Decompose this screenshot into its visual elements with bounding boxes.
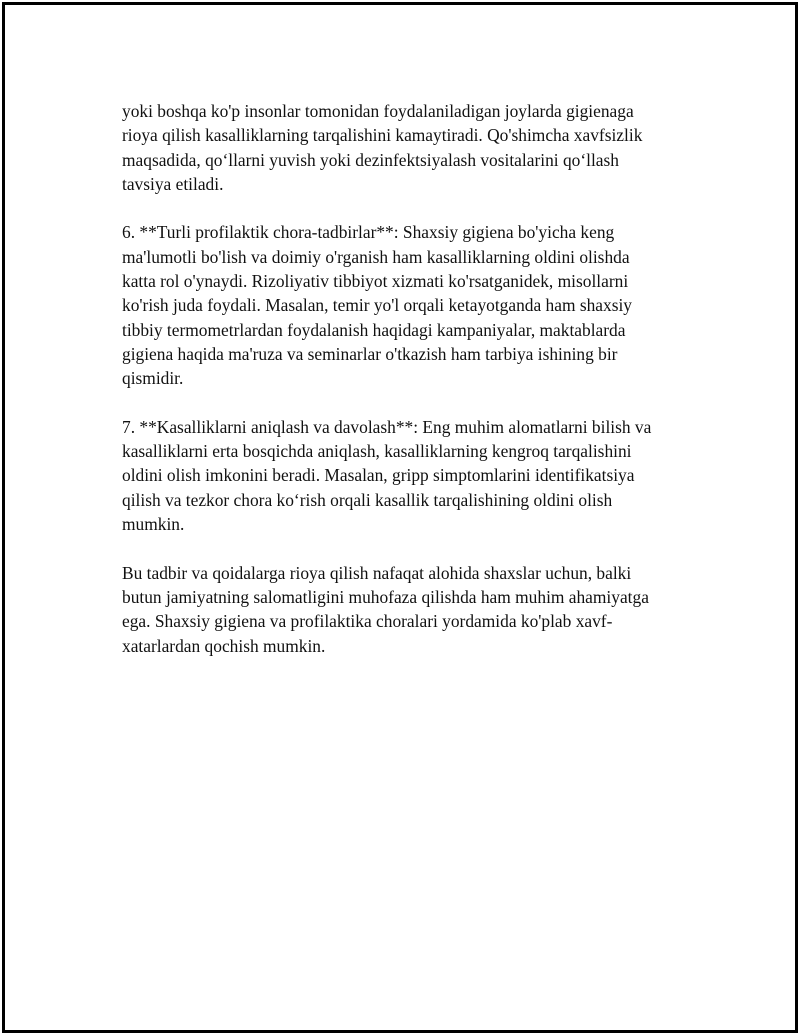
text-line: 7. **Kasalliklarni aniqlash va davolash**: Eng muhim alomatlarni bilish va	[122, 416, 652, 437]
text-line: oldini olish imkonini beradi. Masalan, gripp simptomlarini identifikatsiya	[122, 465, 635, 486]
text-line: ko'rish juda foydali. Masalan, temir yo'l orqali ketayotganda ham shaxsiy	[122, 295, 632, 316]
text-line: maqsadida, qo‘llarni yuvish yoki dezinfektsiyalash vositalarini qo‘llash	[122, 149, 619, 170]
paragraph-conclusion	[122, 561, 702, 658]
text-line: mumkin.	[122, 514, 185, 535]
text-line: kasalliklarni erta bosqichda aniqlash, kasalliklarning kengroq tarqalishini	[122, 441, 632, 462]
paragraph-item-6	[122, 220, 702, 390]
text-line: ega. Shaxsiy gigiena va profilaktika choralari yordamida ko'plab xavf-	[122, 611, 613, 632]
text-line: butun jamiyatning salomatligini muhofaza qilishda ham muhim ahamiyatga	[122, 586, 649, 607]
text-line: rioya qilish kasalliklarning tarqalishini kamaytiradi. Qo'shimcha xavfsizlik	[122, 125, 643, 146]
document-body	[122, 99, 702, 682]
text-line: qismidir.	[122, 368, 184, 389]
text-line: katta rol o'ynaydi. Rizoliyativ tibbiyot xizmati ko'rsatganidek, misollarni	[122, 271, 629, 292]
paragraph-item-7	[122, 415, 702, 536]
text-line: gigiena haqida ma'ruza va seminarlar o'tkazish ham tarbiya ishining bir	[122, 343, 618, 364]
text-line: qilish va tezkor chora ko‘rish orqali kasallik tarqalishining oldini olish	[122, 489, 613, 510]
paragraph-1	[122, 99, 702, 196]
text-line: tavsiya etiladi.	[122, 173, 224, 194]
text-line: yoki boshqa ko'p insonlar tomonidan foydalaniladigan joylarda gigienaga	[122, 101, 634, 121]
text-line: Bu tadbir va qoidalarga rioya qilish nafaqat alohida shaxslar uchun, balki	[122, 562, 632, 583]
text-line: tibbiy termometrlardan foydalanish haqidagi kampaniyalar, maktablarda	[122, 319, 626, 340]
text-line: ma'lumotli bo'lish va doimiy o'rganish ham kasalliklarning oldini olishda	[122, 246, 630, 267]
text-line: xatarlardan qochish mumkin.	[122, 635, 326, 656]
text-line: 6. **Turli profilaktik chora-tadbirlar**: Shaxsiy gigiena bo'yicha keng	[122, 222, 615, 243]
page-frame	[2, 2, 798, 1033]
